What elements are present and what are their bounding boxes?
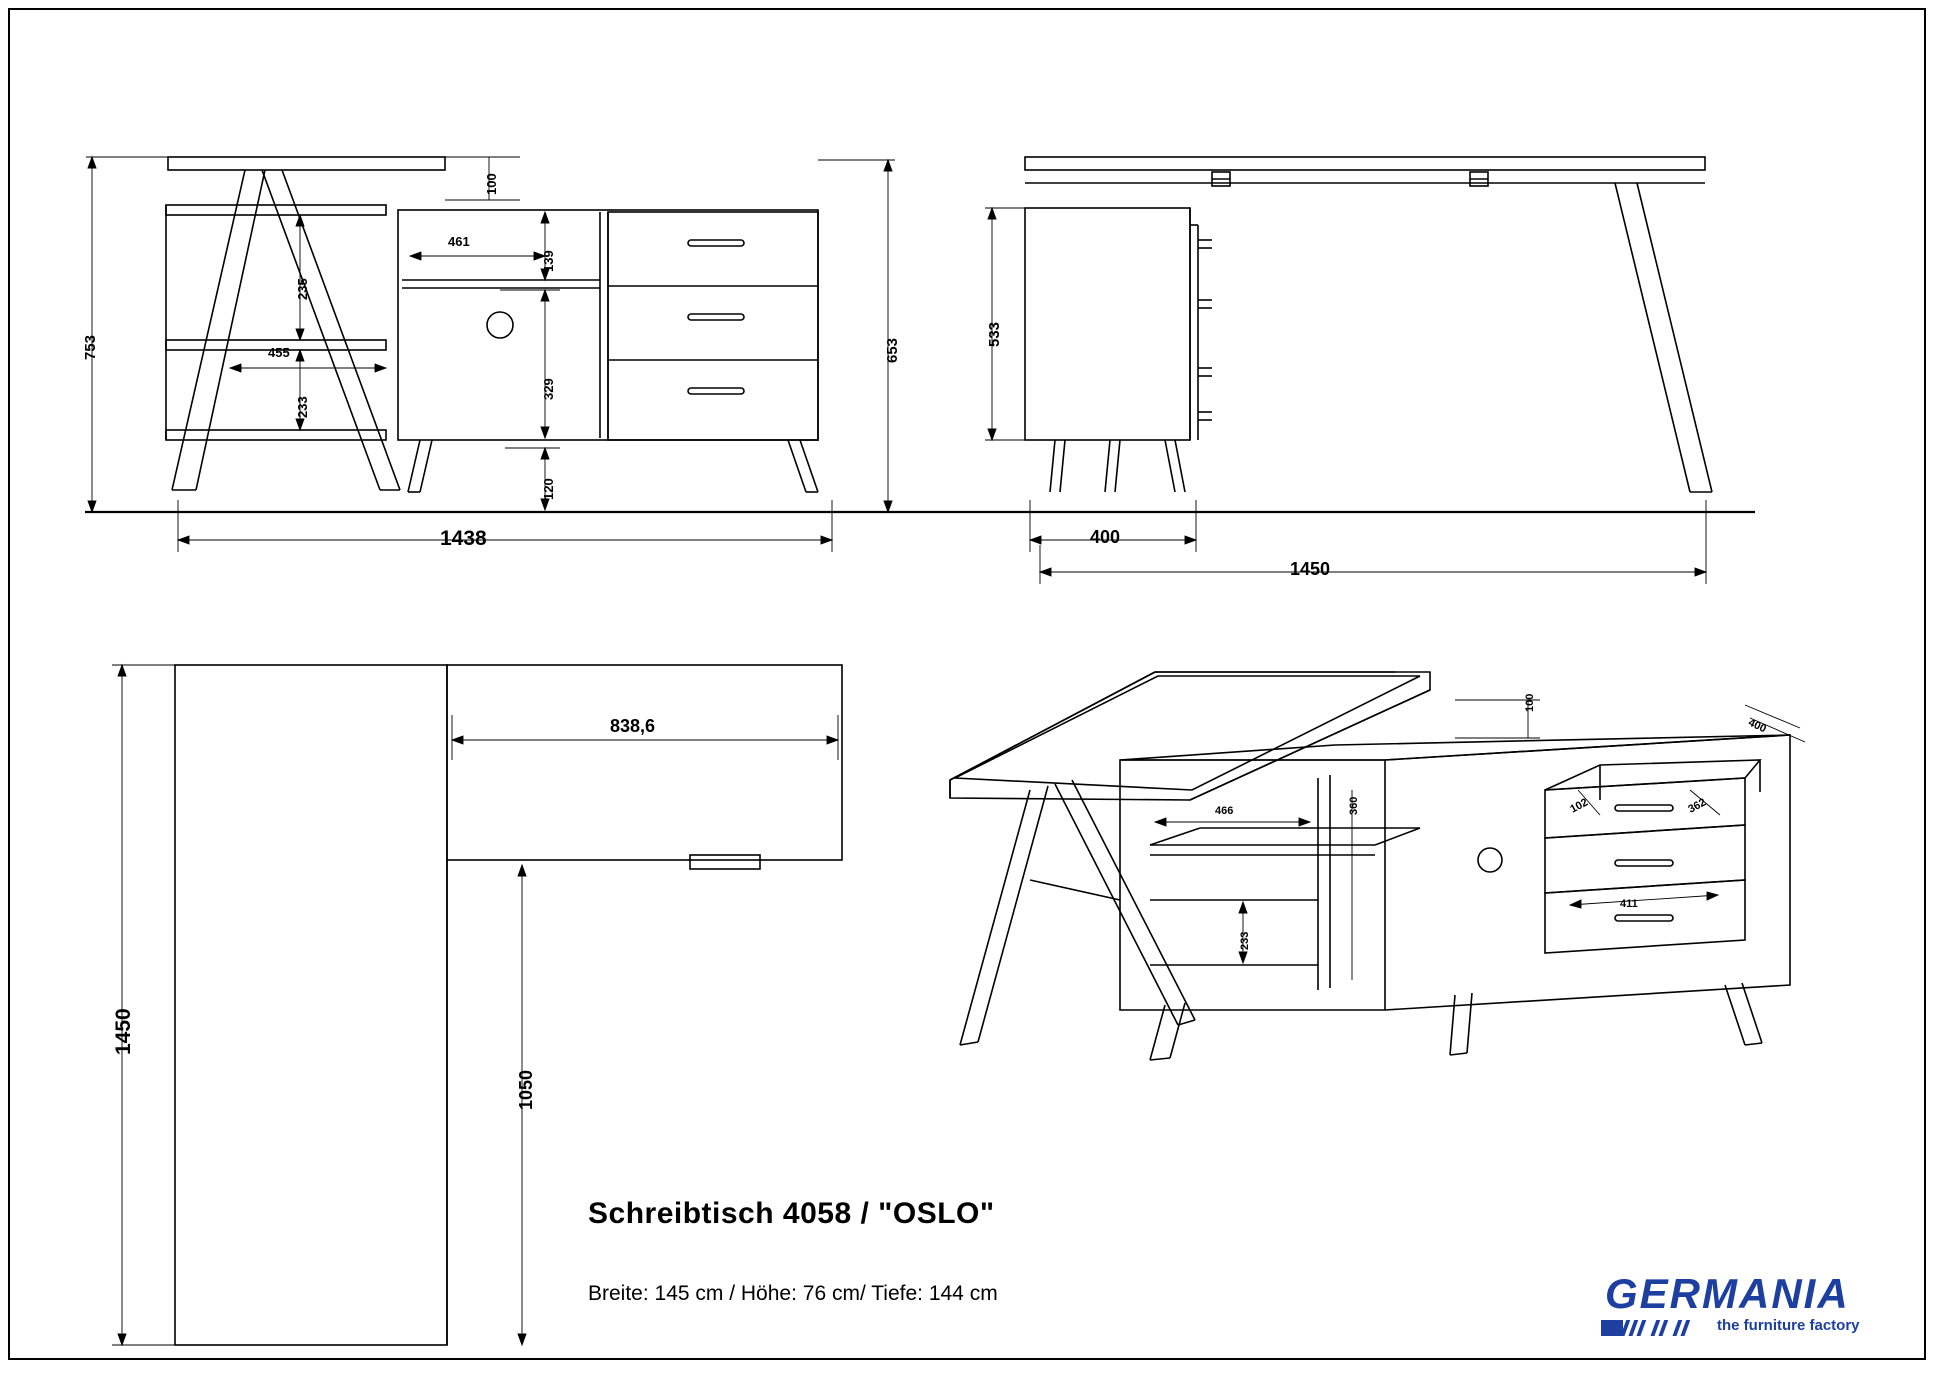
dim-iso-shelf-height: 233 [1239, 931, 1251, 950]
brand-logo [1545, 1270, 1905, 1348]
dim-front-total-width: 1438 [440, 527, 487, 550]
dim-side-cabinet-height: 533 [986, 321, 1003, 347]
dim-front-leg-height: 120 [541, 478, 556, 500]
dim-iso-drawer-width: 411 [1620, 898, 1638, 910]
dim-front-top-thickness: 100 [484, 173, 499, 195]
dim-front-total-height: 753 [82, 334, 99, 360]
dim-iso-shelf-depth: 360 [1348, 796, 1360, 815]
dim-plan-cabinet-run: 1050 [516, 1069, 536, 1110]
dim-iso-drawer-inner-depth: 362 [1686, 796, 1709, 816]
dim-side-depth: 400 [1090, 527, 1121, 547]
dim-iso-top-thickness: 100 [1524, 693, 1536, 712]
dim-front-shelf-width: 455 [268, 345, 290, 360]
dim-front-shelf-lower: 233 [295, 396, 310, 418]
dim-front-compartment-upper: 139 [541, 250, 556, 272]
dim-plan-desk-width: 838,6 [610, 716, 656, 736]
dim-front-cabinet-height: 653 [884, 337, 901, 363]
dim-iso-shelf-width: 466 [1215, 805, 1234, 817]
dim-front-shelf-upper: 235 [295, 278, 310, 300]
dim-front-compartment-height: 329 [541, 378, 556, 400]
dim-side-total-length: 1450 [1290, 559, 1331, 579]
dim-front-compartment-width: 461 [448, 234, 470, 249]
brand-name: GERMANIA [1605, 1270, 1850, 1317]
dim-iso-drawer-inner-height: 102 [1568, 796, 1591, 816]
logo-bars-icon [1601, 1318, 1711, 1338]
page-subtitle: Breite: 145 cm / Höhe: 76 cm/ Tiefe: 144 cm [588, 1282, 998, 1305]
dim-iso-depth: 400 [1746, 716, 1769, 736]
dim-plan-total-depth: 1450 [112, 1008, 135, 1055]
brand-tagline: the furniture factory [1717, 1317, 1860, 1334]
page-title: Schreibtisch 4058 / "OSLO" [588, 1197, 995, 1230]
